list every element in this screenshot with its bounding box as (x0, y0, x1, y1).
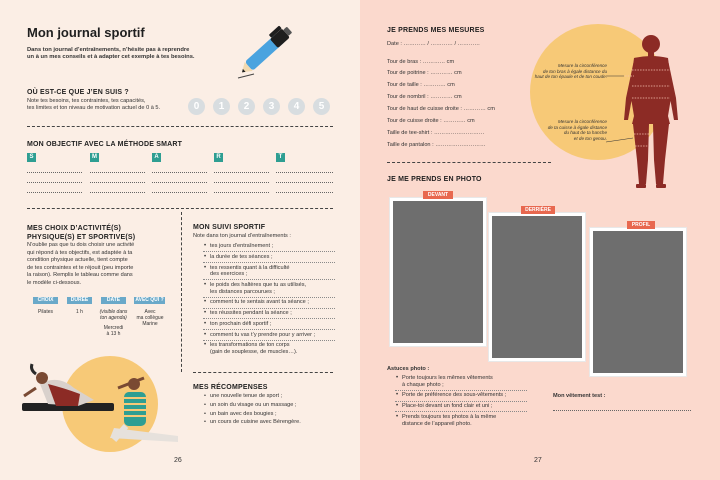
list-item: • Porte toujours les mêmes vêtements à chaque photo ; (395, 375, 527, 391)
list-item: • Place-toi devant un fond clair et uni ; (395, 403, 527, 412)
followup-intro: Note dans ton journal d’entraînements : (193, 233, 291, 239)
table-header-with-whom: AVEC QUI ? (135, 297, 164, 303)
body-figure-illustration (520, 20, 720, 195)
level-1[interactable]: 1 (213, 98, 230, 115)
measure-tshirt-size[interactable]: Taille de tee-shirt : ……………………… (387, 130, 485, 136)
measure-upper-thigh[interactable]: Tour de haut de cuisse droite : ………… cm (387, 106, 495, 112)
list-item: • un soin du visage ou un massage ; (203, 402, 335, 409)
arm-measure-note: Mesure la circonférence de ton bras à égale distance du haut de ton épaule et de ton coude. (534, 63, 607, 80)
divider (193, 372, 333, 373)
thigh-measure-note: Mesure la circonférence de ta cuisse à égale distance du haut de ta hanche et de ton genou. (547, 119, 607, 141)
photo-frame-front[interactable] (390, 198, 486, 346)
right-page (360, 0, 720, 480)
measure-thigh[interactable]: Tour de cuisse droite : ………… cm (387, 118, 475, 124)
divider (27, 126, 333, 127)
divider (27, 208, 333, 209)
level-3[interactable]: 3 (263, 98, 280, 115)
photo-label-back: DERRIÈRE (521, 206, 555, 214)
smart-letter-m: M (92, 154, 97, 160)
level-4[interactable]: 4 (288, 98, 305, 115)
list-item: • les transformations de ton corps (gain de souplesse, de muscles…). (203, 342, 335, 357)
list-item: • tes réussites pendant la séance ; (203, 310, 335, 319)
table-header-duration: DURÉE (67, 297, 92, 304)
level-5[interactable]: 5 (313, 98, 330, 115)
smart-letter-r: R (214, 153, 223, 162)
measure-waist[interactable]: Tour de taille : ………… cm (387, 82, 455, 88)
choices-text: N’oublie pas que tu dois choisir une activité qui répond à tes objectifs, est adaptée à ta condition physique actuelle, tient compte de tes contraintes et te réjouit (peu importe la raison). Remplis le tableau comme dans le modèle ci-dessous. (27, 242, 135, 286)
photo-label-profile: PROFIL (627, 221, 655, 229)
smart-letter-a: A (152, 153, 161, 162)
list-item: • Porte de préférence des sous-vêtements ; (395, 392, 527, 401)
page-number: 26 (174, 457, 182, 464)
list-item: • comment tu vas t’y prendre pour y arriver ; (203, 332, 335, 341)
measure-chest[interactable]: Tour de poitrine : ………… cm (387, 70, 462, 76)
measures-heading: JE PRENDS MES MESURES (387, 27, 485, 34)
table-cell-choice: Pilates (37, 309, 53, 315)
outfit-write-line[interactable] (553, 410, 691, 411)
smart-letter-s: S (27, 153, 36, 162)
page-title: Mon journal sportif (27, 25, 145, 40)
table-cell-duration: 1 h (76, 309, 83, 315)
level-0[interactable]: 0 (188, 98, 205, 115)
list-item: • ton prochain défi sportif ; (203, 321, 335, 330)
photo-heading: JE ME PRENDS EN PHOTO (387, 176, 482, 183)
measure-arm[interactable]: Tour de bras : ………… cm (387, 59, 455, 65)
table-header-date: DATE (101, 297, 126, 304)
followup-list (203, 243, 335, 359)
tips-heading: Astuces photo : (387, 366, 430, 372)
rewards-list (203, 393, 335, 428)
divider (387, 162, 551, 163)
tips-list (395, 375, 527, 430)
table-header-choice: CHOIX (33, 297, 58, 304)
page-number: 27 (534, 457, 542, 464)
photo-frame-profile[interactable] (590, 228, 686, 376)
list-item: • le poids des haltères que tu as utilisés, les distances parcourues ; (203, 282, 335, 298)
rewards-heading: MES RÉCOMPENSES (193, 384, 268, 391)
smart-heading: MON OBJECTIF AVEC LA MÉTHODE SMART (27, 141, 183, 148)
photo-frame-back[interactable] (489, 213, 585, 361)
table-cell-date: (visible dans ton agenda) Mercredi à 13 h (99, 309, 128, 337)
list-item: • un cours de cuisine avec Bérengère. (203, 419, 335, 426)
intro-text: Dans ton journal d’entraînements, n’hésite pas à reprendre un à un mes conseils et à adapter cet exemple à tes besoins. (27, 47, 195, 61)
outfit-label: Mon vêtement test : (553, 393, 606, 399)
followup-heading: MON SUIVI SPORTIF (193, 224, 266, 231)
where-heading: OÙ EST-CE QUE J’EN SUIS ? (27, 89, 129, 96)
list-item: • tes ressentis quant à la difficulté des exercices ; (203, 265, 335, 281)
list-item: • tes jours d’entraînement ; (203, 243, 335, 252)
smart-letter-t: T (276, 153, 285, 162)
where-text: Note tes besoins, tes contraintes, tes capacités, tes limites et ton niveau de motivation actuel de 0 à 5. (27, 98, 161, 112)
list-item: • un bain avec des bougies ; (203, 411, 335, 418)
list-item: • une nouvelle tenue de sport ; (203, 393, 335, 400)
measure-pants-size[interactable]: Taille de pantalon : ……………………… (387, 142, 486, 148)
level-2[interactable]: 2 (238, 98, 255, 115)
list-item: • la durée de tes séances ; (203, 254, 335, 263)
pilates-illustration (18, 348, 183, 452)
measure-navel[interactable]: Tour de nombril : ………… cm (387, 94, 462, 100)
pen-illustration (232, 14, 304, 84)
measure-date[interactable]: Date : ………… / ………… / ………… (387, 41, 480, 47)
photo-label-front: DEVANT (423, 191, 453, 199)
choices-heading: MES CHOIX D’ACTIVITÉ(S) PHYSIQUE(S) ET SPORTIVE(S) (27, 225, 136, 241)
table-cell-with-whom: Avec ma collègue Marine (136, 309, 164, 327)
list-item: • Prends toujours tes photos à la même distance de l’appareil photo. (395, 414, 527, 429)
list-item: • comment tu te sentais avant ta séance ; (203, 299, 335, 308)
